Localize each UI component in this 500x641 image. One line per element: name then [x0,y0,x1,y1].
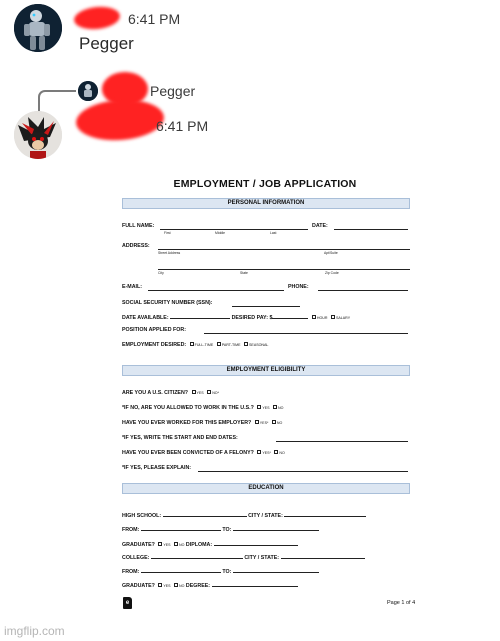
yes-option: YES [262,406,270,410]
citizen-yes-checkbox[interactable] [192,390,196,394]
hour-option: HOUR [316,316,328,320]
graduate-label: GRADUATE? [122,583,155,589]
ssn-label: SOCIAL SECURITY NUMBER (SSN): [122,300,213,306]
redaction-mark [73,5,121,32]
ssn-row [122,300,212,307]
college-from-to-row [122,567,319,576]
avatar[interactable] [14,111,62,159]
employment-desired-row [122,342,268,349]
dates-row [122,435,238,442]
robot-avatar-icon [78,81,98,101]
college-graduate-row [122,581,298,590]
seasonal-checkbox[interactable] [244,342,248,346]
citizen-no-checkbox[interactable] [207,390,211,394]
hs-grad-no-checkbox[interactable] [174,542,178,546]
salary-option: SALARY [335,316,351,320]
reply-avatar[interactable] [78,81,98,101]
yes-option: YES* [262,451,271,455]
high-school-row [122,511,366,520]
no-option: NO [279,451,285,455]
date-label: DATE: [312,223,328,229]
email-row [122,284,142,291]
felony-row [122,450,285,457]
sub-city: City [158,271,164,275]
sub-zip: Zip Code [325,271,339,275]
yes-option: YES [163,584,171,588]
no-option: NO [276,421,283,425]
to-label: TO: [222,527,232,533]
college-grad-no-checkbox[interactable] [174,583,178,587]
job-application-document[interactable] [112,172,418,618]
full-name-label: FULL NAME: [122,223,155,229]
dates-question: *IF YES, WRITE THE START AND END DATES: [122,435,238,441]
yes-option: YES [163,543,171,547]
explain-row [122,465,191,472]
graduate-label: GRADUATE? [122,542,155,548]
address-label: ADDRESS: [122,243,150,249]
document-logo-icon: e [123,597,132,609]
hs-from-to-row [122,525,319,534]
section-header-education: EDUCATION [122,483,410,494]
to-label: TO: [222,569,232,575]
phone-label: PHONE: [288,284,309,290]
yes-option: YES [196,391,204,395]
watermark: imgflip.com [4,624,65,638]
phone-row [288,284,309,291]
full-name-row [122,223,154,230]
felony-yes-checkbox[interactable] [257,450,261,454]
robot-avatar-icon [14,4,62,52]
explain-question: *IF YES, PLEASE EXPLAIN: [122,465,192,471]
yes-option: YES* [259,421,269,425]
hs-grad-yes-checkbox[interactable] [158,542,162,546]
allowed-row [122,405,283,412]
message-timestamp: 6:41 PM [156,118,209,134]
salary-checkbox[interactable] [331,315,335,319]
desired-pay-label: DESIRED PAY: [231,315,268,321]
hs-graduate-row [122,540,298,549]
felony-question: HAVE YOU EVER BEEN CONVICTED OF A FELONY? [122,450,254,456]
date-available-label: DATE AVAILABLE: [122,315,169,321]
sub-last: Last [270,231,277,235]
college-label: COLLEGE: [122,555,150,561]
worked-question: HAVE YOU EVER WORKED FOR THIS EMPLOYER? [122,420,252,426]
allowed-question: *IF NO, ARE YOU ALLOWED TO WORK IN THE U.S.? [122,405,254,411]
part-time-checkbox[interactable] [217,342,221,346]
sub-first: First [164,231,171,235]
no-option: NO [179,584,185,588]
employment-desired-label: EMPLOYMENT DESIRED: [122,342,187,348]
reply-author-name[interactable]: Pegger [150,83,196,99]
hedgehog-avatar-icon [14,111,62,159]
no-option: NO [278,406,284,410]
felony-no-checkbox[interactable] [274,450,278,454]
college-row [122,553,365,562]
position-label: POSITION APPLIED FOR: [122,327,186,333]
from-label: FROM: [122,527,140,533]
worked-yes-checkbox[interactable] [255,420,259,424]
allowed-yes-checkbox[interactable] [257,405,261,409]
section-header-eligibility: EMPLOYMENT ELIGIBILITY [122,365,410,376]
email-label: E-MAIL: [122,284,143,290]
reply-connector [38,90,76,112]
no-option: NO [179,543,185,547]
avatar[interactable] [14,4,62,52]
sub-middle: Middle [215,231,225,235]
sub-street: Street Address [158,251,181,255]
redaction-mark [75,97,166,143]
section-header-personal: PERSONAL INFORMATION [122,198,410,209]
no-option: NO* [212,391,219,395]
seasonal-option: SEASONAL [249,343,269,347]
degree-label: DEGREE: [185,583,211,589]
hour-checkbox[interactable] [312,315,316,319]
availability-row [122,313,350,322]
part-time-option: PART-TIME [221,343,241,347]
high-school-label: HIGH SCHOOL: [122,513,162,519]
date-row [312,223,328,230]
worked-no-checkbox[interactable] [272,420,276,424]
from-label: FROM: [122,569,140,575]
message-text: Pegger [79,34,134,53]
citizen-question: ARE YOU A U.S. CITIZEN? [122,390,189,396]
page-number: Page 1 of 4 [387,600,416,606]
pay-prefix: $ [269,315,273,321]
sub-state: State [240,271,248,275]
diploma-label: DIPLOMA: [185,542,213,548]
college-grad-yes-checkbox[interactable] [158,583,162,587]
worked-row [122,420,282,427]
citizen-row [122,390,219,397]
address-row [122,243,150,250]
sub-apt: Apt/Suite [324,251,338,255]
full-time-option: FULL-TIME [194,343,214,347]
allowed-no-checkbox[interactable] [273,405,277,409]
message-timestamp: 6:41 PM [128,11,181,27]
city-state-label: CITY / STATE: [244,555,280,561]
city-state-label: CITY / STATE: [248,513,283,519]
document-title: EMPLOYMENT / JOB APPLICATION [173,178,357,190]
full-time-checkbox[interactable] [190,342,194,346]
position-row [122,327,186,334]
